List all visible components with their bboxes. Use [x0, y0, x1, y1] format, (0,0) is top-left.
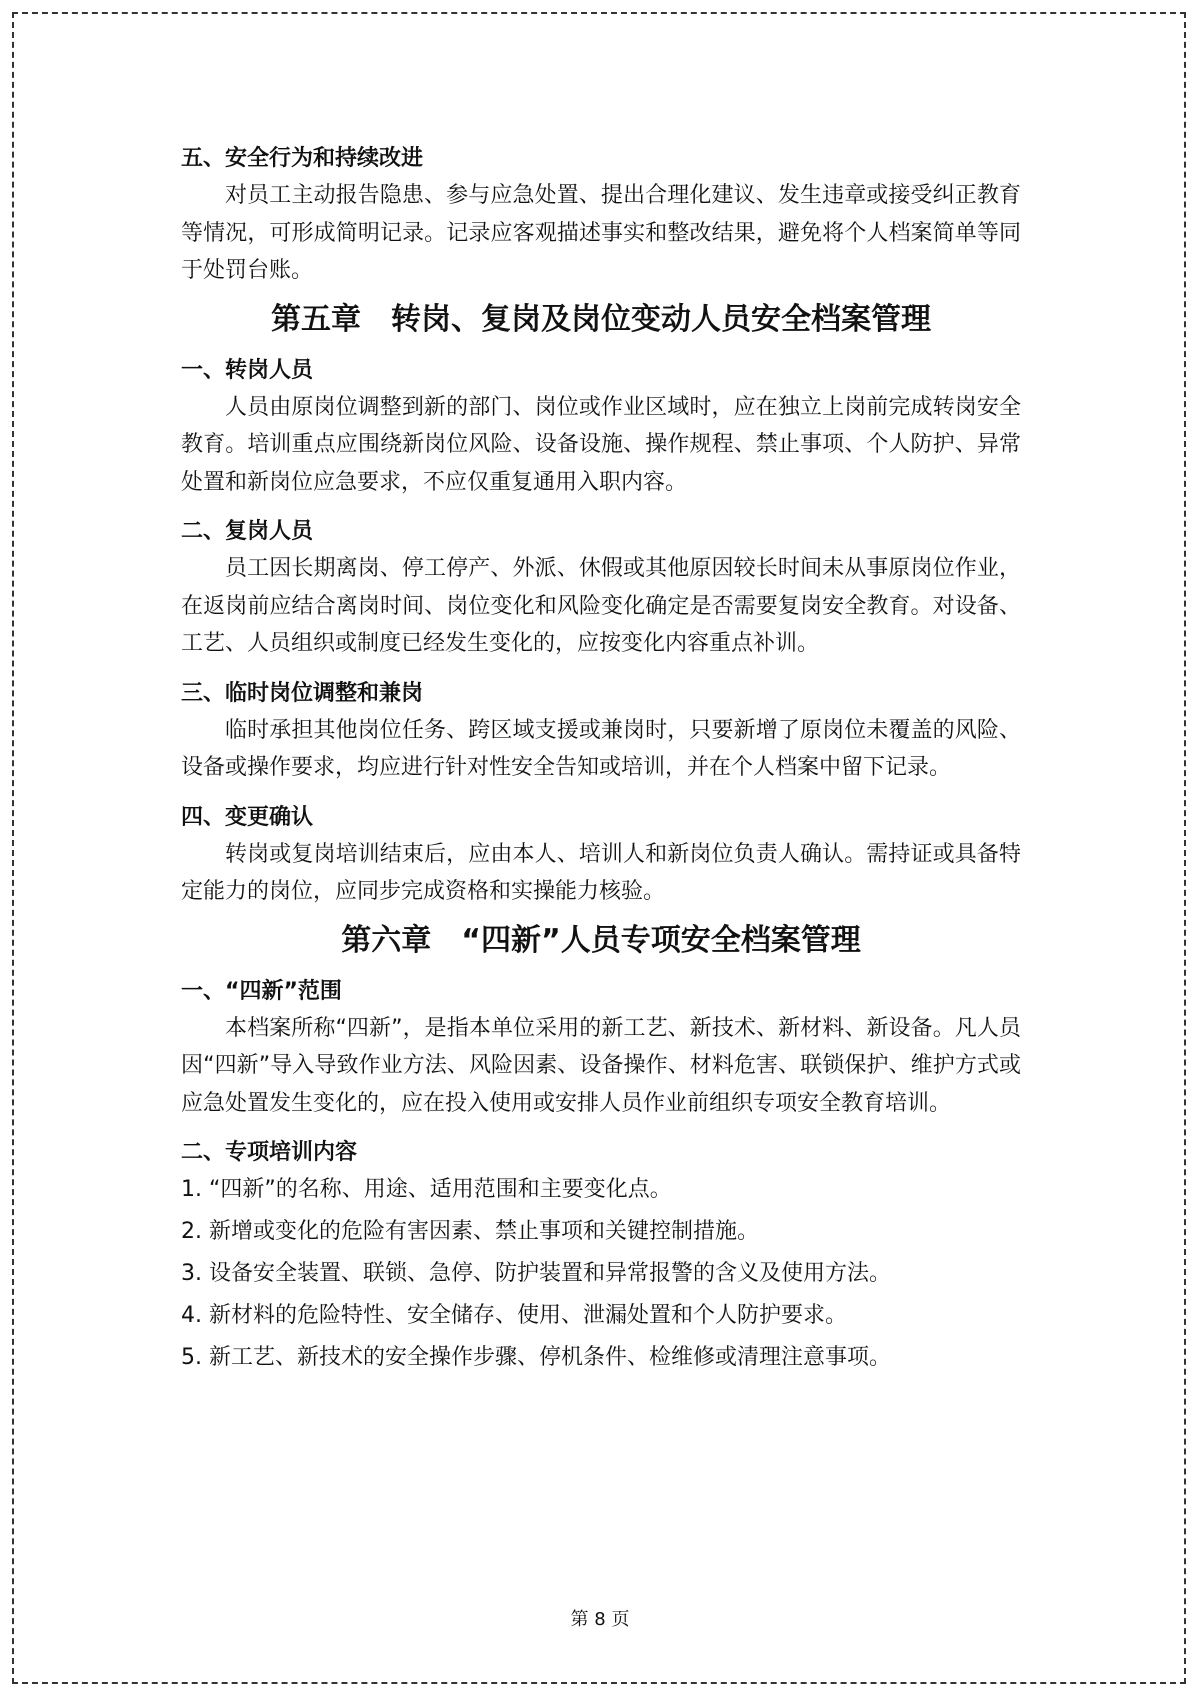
list-item: 1. “四新”的名称、用途、适用范围和主要变化点。	[181, 1177, 672, 1202]
list-item: 3. 设备安全装置、联锁、急停、防护装置和异常报警的含义及使用方法。	[181, 1261, 891, 1286]
section-heading: 一、转岗人员	[181, 357, 314, 383]
paragraph: 转岗或复岗培训结束后，应由本人、培训人和新岗位负责人确认。需持证或具备特定能力的岗位，应同步完成资格和实操能力核验。	[181, 841, 1021, 904]
section-heading-5: 五、安全行为和持续改进	[181, 146, 424, 171]
chapter-title-6: 第六章 “四新”人员专项安全档案管理	[341, 922, 861, 958]
section-heading: 三、临时岗位调整和兼岗	[181, 680, 424, 706]
list-item: 2. 新增或变化的危险有害因素、禁止事项和关键控制措施。	[181, 1219, 759, 1244]
page-number: 第 8 页	[570, 1609, 630, 1630]
section-heading: 二、专项培训内容	[181, 1140, 358, 1165]
paragraph: 本档案所称“四新”，是指本单位采用的新工艺、新技术、新材料、新设备。凡人员因“四新”导入导致作业方法、风险因素、设备操作、材料危害、联锁保护、维护方式或应急处置发生变化的，应在投入使用或安排人员作业前组织专项安全教育培训。	[181, 1015, 1021, 1116]
section-heading: 四、变更确认	[181, 804, 314, 830]
paragraph: 对员工主动报告隐患、参与应急处置、提出合理化建议、发生违章或接受纠正教育等情况，可形成简明记录。记录应客观描述事实和整改结果，避免将个人档案简单等同于处罚台账。	[181, 183, 1021, 283]
section-heading: 二、复岗人员	[181, 519, 314, 544]
section-heading: 一、“四新”范围	[181, 978, 342, 1004]
chapter-title-5: 第五章 转岗、复岗及岗位变动人员安全档案管理	[271, 301, 931, 337]
list-item: 4. 新材料的危险特性、安全储存、使用、泄漏处置和个人防护要求。	[181, 1303, 847, 1328]
paragraph: 人员由原岗位调整到新的部门、岗位或作业区域时，应在独立上岗前完成转岗安全教育。培训重点应围绕新岗位风险、设备设施、操作规程、禁止事项、个人防护、异常处置和新岗位应急要求，不应仅重复通用入职内容。	[181, 394, 1021, 495]
document-body	[181, 140, 1021, 1387]
list-item: 5. 新工艺、新技术的安全操作步骤、停机条件、检维修或清理注意事项。	[181, 1345, 891, 1370]
paragraph: 员工因长期离岗、停工停产、外派、休假或其他原因较长时间未从事原岗位作业，在返岗前应结合离岗时间、岗位变化和风险变化确定是否需要复岗安全教育。对设备、工艺、人员组织或制度已经发生变化的，应按变化内容重点补训。	[181, 556, 1021, 656]
paragraph: 临时承担其他岗位任务、跨区域支援或兼岗时，只要新增了原岗位未覆盖的风险、设备或操作要求，均应进行针对性安全告知或培训，并在个人档案中留下记录。	[181, 717, 1021, 780]
